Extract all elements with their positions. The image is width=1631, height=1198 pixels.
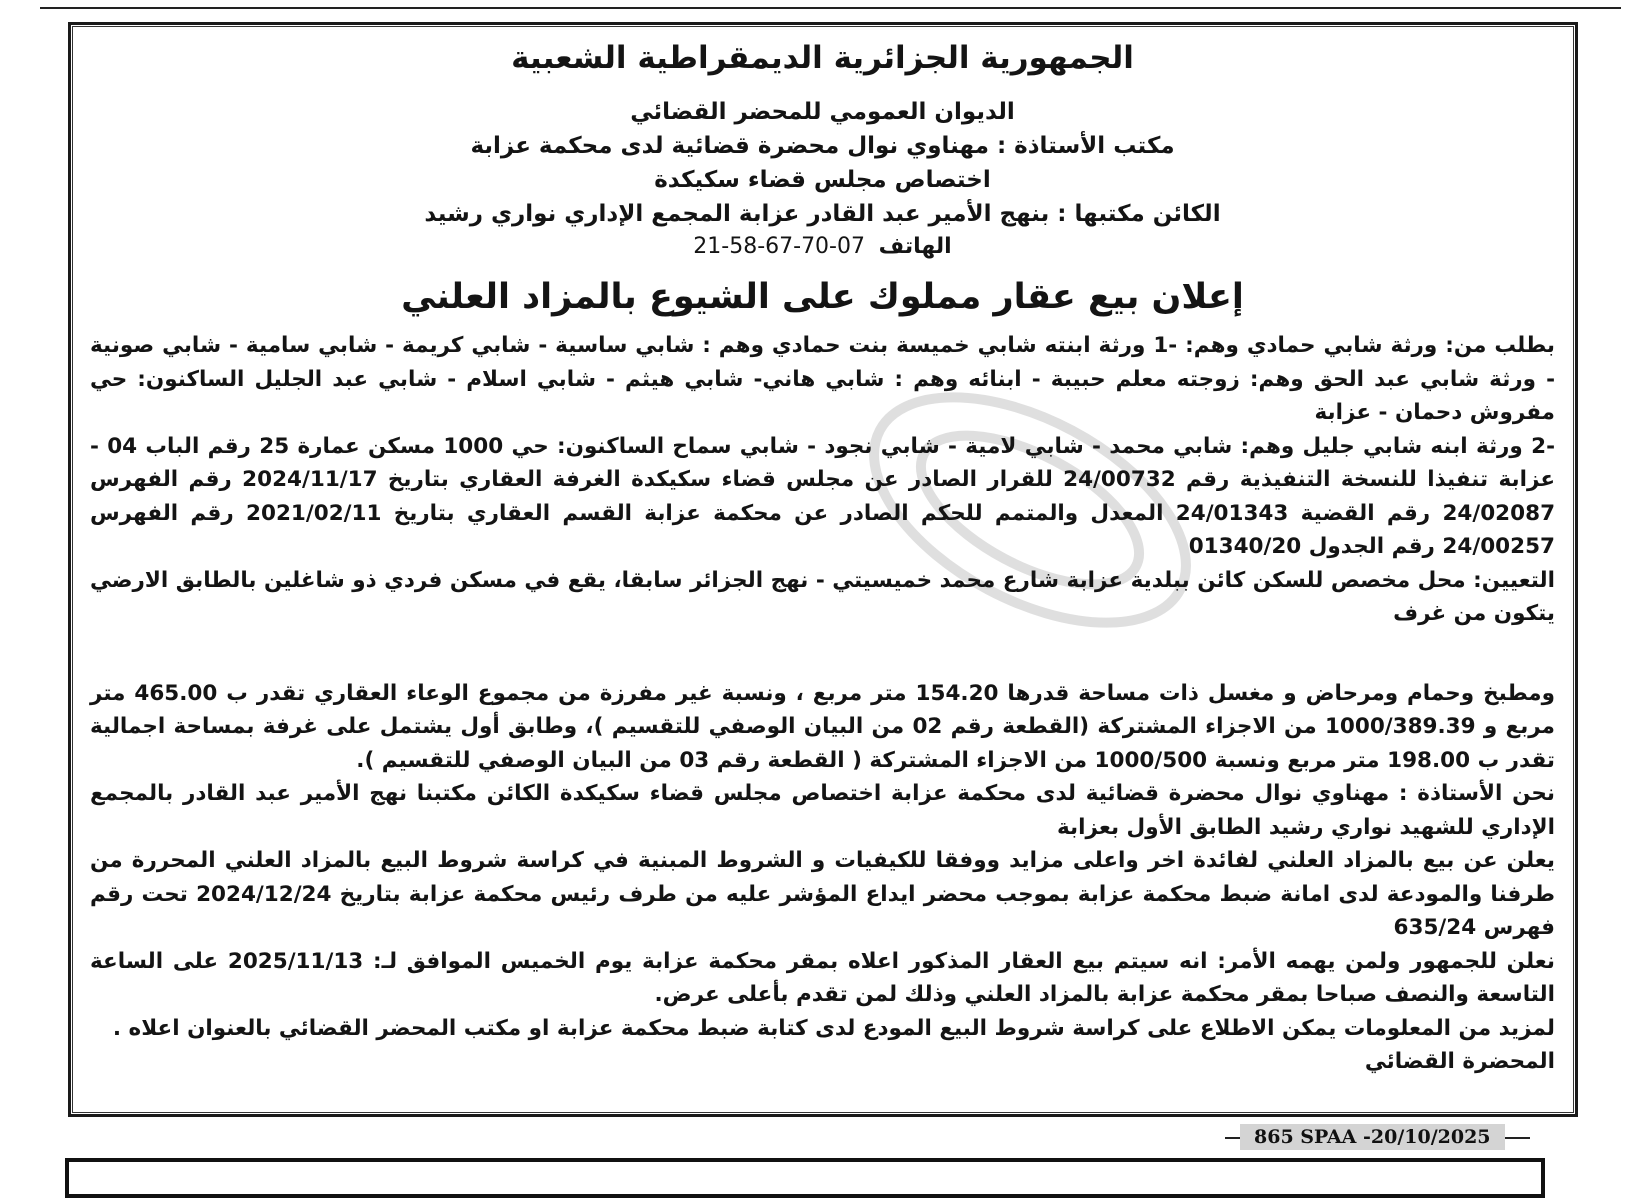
- paragraph-description: ومطبخ وحمام ومرحاض و مغسل ذات مساحة قدرها 154.20 متر مربع ، ونسبة غير مفرزة من مجموع الوعاء العقاري تقدر ب 465.00 متر مربع و 1000/389.39 من الاجزاء المشتركة (القطعة رقم 02 من البيان الوصفي للتقسيم )، وطابق أول يشتمل على غرفة بمساحة اجمالية تقدر ب 198.00 متر مربع ونسبة 1000/500 من الاجزاء المشتركة ( القطعة رقم 03 من البيان الوصفي للتقسيم ).: [90, 680, 1555, 773]
- signature: المحضرة القضائي: [1364, 1049, 1555, 1074]
- paragraph-bailiff: نحن الأستاذة : مهناوي نوال محضرة قضائية لدى محكمة عزابة اختصاص مجلس قضاء سكيكدة الكائن مكتبنا نهج الأمير عبد القادر بالمجمع الإداري للشهيد نواري رشيد الطابق الأول بعزابة: [90, 781, 1555, 840]
- office-heading: الديوان العمومي للمحضر القضائي: [630, 99, 1015, 125]
- reference-rule-right: [1505, 1137, 1530, 1139]
- phone-line: [90, 231, 1555, 263]
- reference-rule-left: [1225, 1137, 1240, 1139]
- paragraph-designation: التعيين: محل مخصص للسكن كائن ببلدية عزابة شارع محمد خميسيتي - نهج الجزائر سابقا، يقع في مسكن فردي ذو شاغلين بالطابق الارضي يتكون من غرف: [90, 567, 1555, 626]
- reference-tag: 865 SPAA -20/10/2025: [1240, 1124, 1505, 1150]
- notice-body: [90, 329, 1555, 1079]
- paragraph-requesters: بطلب من: ورثة شابي حمادي وهم: -1 ورثة ابنته شابي خميسة بنت حمادي وهم : شابي ساسية - شابي كريمة - شابي سامية - شابي صونية - ورثة شابي عبد الحق وهم: زوجته معلم حبيبة - ابنائه وهم : شابي هاني- شابي هيثم - شابي اسلام - شابي عبد الجليل الساكنون: حي مفروش دحمان - عزابة: [90, 333, 1555, 425]
- republic-heading: الجمهورية الجزائرية الديمقراطية الشعبية: [511, 40, 1134, 76]
- phone-label: الهاتف: [878, 234, 952, 259]
- top-rule: [40, 0, 1621, 9]
- paragraph-sale-date: نعلن للجمهور ولمن يهمه الأمر: انه سيتم بيع العقار المذكور اعلاه بمقر محكمة عزابة يوم الخميس الموافق لـ: 2025/11/13 على الساعة التاسعة والنصف صباحا بمقر محكمة عزابة بالمزاد العلني وذلك لمن تقدم بأعلى عرض.: [90, 948, 1556, 1007]
- phone-number: 21-58-67-70-07: [693, 234, 865, 259]
- address-heading: الكائن مكتبها : بنهج الأمير عبد القادر عزابة المجمع الإداري نواري رشيد: [424, 201, 1221, 227]
- jurisdiction-heading: اختصاص مجلس قضاء سكيكدة: [654, 167, 991, 193]
- notice-title: إعلان بيع عقار مملوك على الشيوع بالمزاد العلني: [401, 277, 1244, 317]
- paragraph-more-info: لمزيد من المعلومات يمكن الاطلاع على كراسة شروط البيع المودع لدى كتابة ضبط محكمة عزابة او مكتب المحضر القضائي بالعنوان اعلاه .: [112, 1015, 1555, 1041]
- legal-notice: [90, 30, 1555, 1110]
- paragraph-requesters-2: -2 ورثة ابنه شابي جليل وهم: شابي محمد - شابي لامية - شابي نجود - شابي سماح الساكنون: حي 1000 مسكن عمارة 25 رقم الباب 04 - عزابة تنفيذا للنسخة التنفيذية رقم 24/00732 للقرار الصادر عن مجلس قضاء سكيكدة الغرفة العقاري بتاريخ 2024/11/17 رقم الفهرس 24/02087 رقم القضية 24/01343 المعدل والمتمم للحكم الصادر عن محكمة عزابة القسم العقاري بتاريخ 2021/02/11 رقم الفهرس 24/00257 رقم الجدول 01340/20: [90, 433, 1556, 559]
- next-notice-border: [65, 1158, 1545, 1198]
- paragraph-announcement: يعلن عن بيع بالمزاد العلني لفائدة اخر واعلى مزايد ووفقا للكيفيات و الشروط المبنية في كراسة شروط البيع بالمزاد العلني المحررة من طرفنا والمودعة لدى امانة ضبط محكمة عزابة بموجب محضر ايداع المؤشر عليه من طرف رئيس محكمة عزابة بتاريخ 2024/12/24 تحت رقم فهرس 635/24: [90, 848, 1555, 940]
- bailiff-office-heading: مكتب الأستاذة : مهناوي نوال محضرة قضائية لدى محكمة عزابة: [470, 133, 1175, 159]
